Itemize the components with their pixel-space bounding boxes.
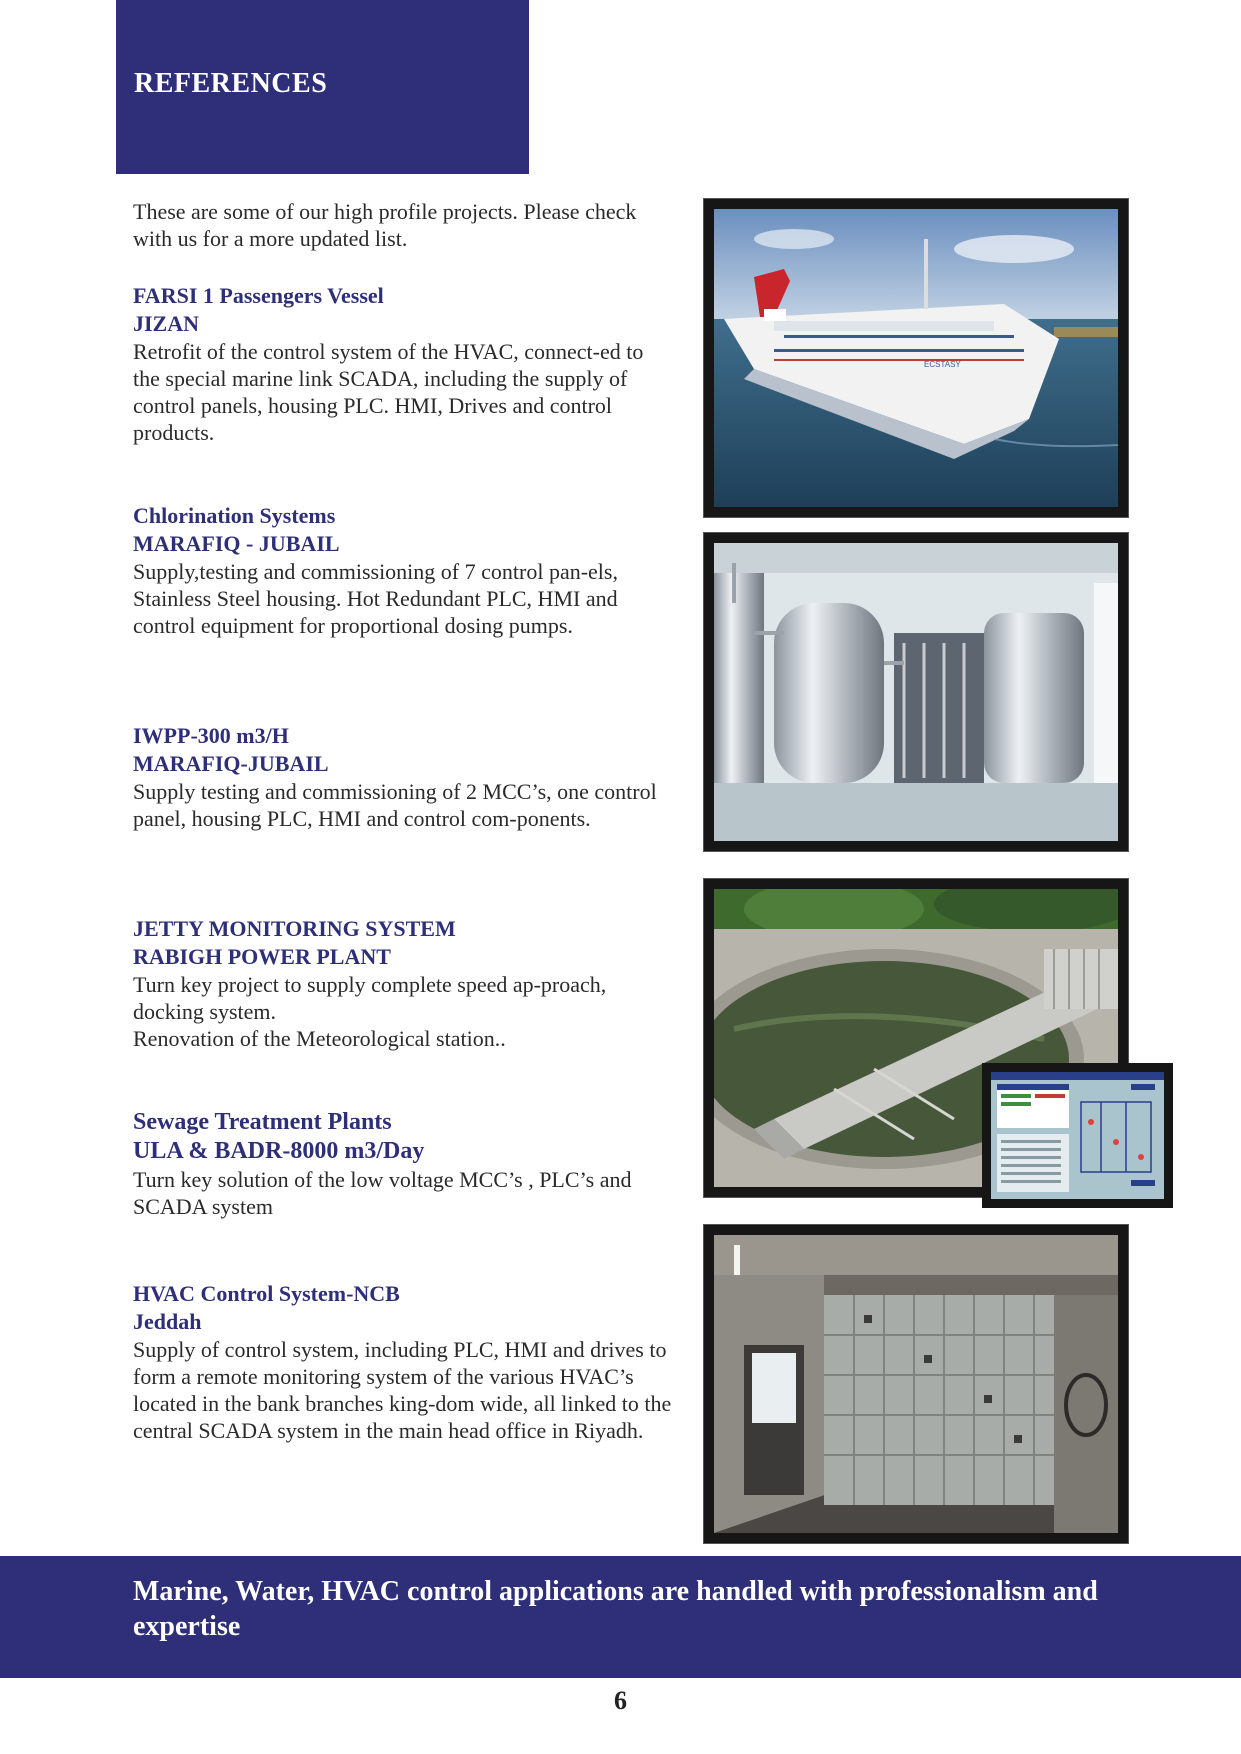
project-chlorination — [133, 502, 673, 639]
project-iwpp — [133, 722, 673, 832]
project-description: Supply testing and commissioning of 2 MCC’s, one control panel, housing PLC, HMI and control com-ponents. — [133, 779, 657, 831]
photo-mcc-room — [703, 1224, 1129, 1544]
project-title: IWPP-300 m3/H — [133, 723, 289, 748]
scada-screen-inset — [982, 1063, 1173, 1208]
project-description: Turn key project to supply complete speed ap-proach, docking system. — [133, 972, 607, 1024]
project-sewage — [133, 1108, 673, 1220]
intro-text: These are some of our high profile projects. Please check with us for a more updated list. — [133, 199, 637, 251]
header-banner — [116, 0, 529, 174]
ship-illustration — [714, 209, 1118, 507]
scada-illustration — [991, 1072, 1164, 1199]
project-jetty — [133, 915, 673, 1052]
project-location: Jeddah — [133, 1309, 202, 1334]
project-location: RABIGH POWER PLANT — [133, 944, 391, 969]
project-location: JIZAN — [133, 311, 200, 336]
project-title: Chlorination Systems — [133, 503, 336, 528]
photo-cruise-ship — [703, 198, 1129, 518]
mcc-illustration — [714, 1235, 1118, 1533]
project-title: Sewage Treatment Plants — [133, 1109, 392, 1135]
project-location: MARAFIQ-JUBAIL — [133, 751, 329, 776]
project-description: Retrofit of the control system of the HVAC, connect-ed to the special marine link SCADA, including the supply of control panels, housing PLC. HMI, Drives and control products. — [133, 339, 644, 445]
tanks-illustration — [714, 543, 1118, 841]
photo-chlorination-tanks — [703, 532, 1129, 852]
project-description: Supply of control system, including PLC, HMI and drives to form a remote monitoring system of the various HVAC’s located in the bank branches king-dom wide, all linked to the central SCADA system in the main head office in Riyadh. — [133, 1337, 672, 1443]
footer-banner — [0, 1556, 1241, 1678]
project-location: ULA & BADR-8000 m3/Day — [133, 1138, 425, 1164]
project-description: Turn key solution of the low voltage MCC’s , PLC’s and SCADA system — [133, 1167, 632, 1219]
project-hvac — [133, 1280, 673, 1444]
project-description-extra: Renovation of the Meteorological station.. — [133, 1026, 506, 1051]
project-farsi — [133, 282, 673, 446]
page-number: 6 — [614, 1686, 627, 1715]
project-description: Supply,testing and commissioning of 7 control pan-els, Stainless Steel housing. Hot Redundant PLC, HMI and control equipment for proportional dosing pumps. — [133, 559, 618, 638]
ship-name-label: ECSTASY — [924, 360, 961, 369]
project-title: FARSI 1 Passengers Vessel — [133, 283, 384, 308]
project-title: JETTY MONITORING SYSTEM — [133, 916, 456, 941]
project-location: MARAFIQ - JUBAIL — [133, 531, 340, 556]
page-title: REFERENCES — [134, 68, 328, 99]
footer-tagline: Marine, Water, HVAC control applications are handled with professionalism and expertise — [133, 1576, 1098, 1642]
project-title: HVAC Control System-NCB — [133, 1281, 400, 1306]
